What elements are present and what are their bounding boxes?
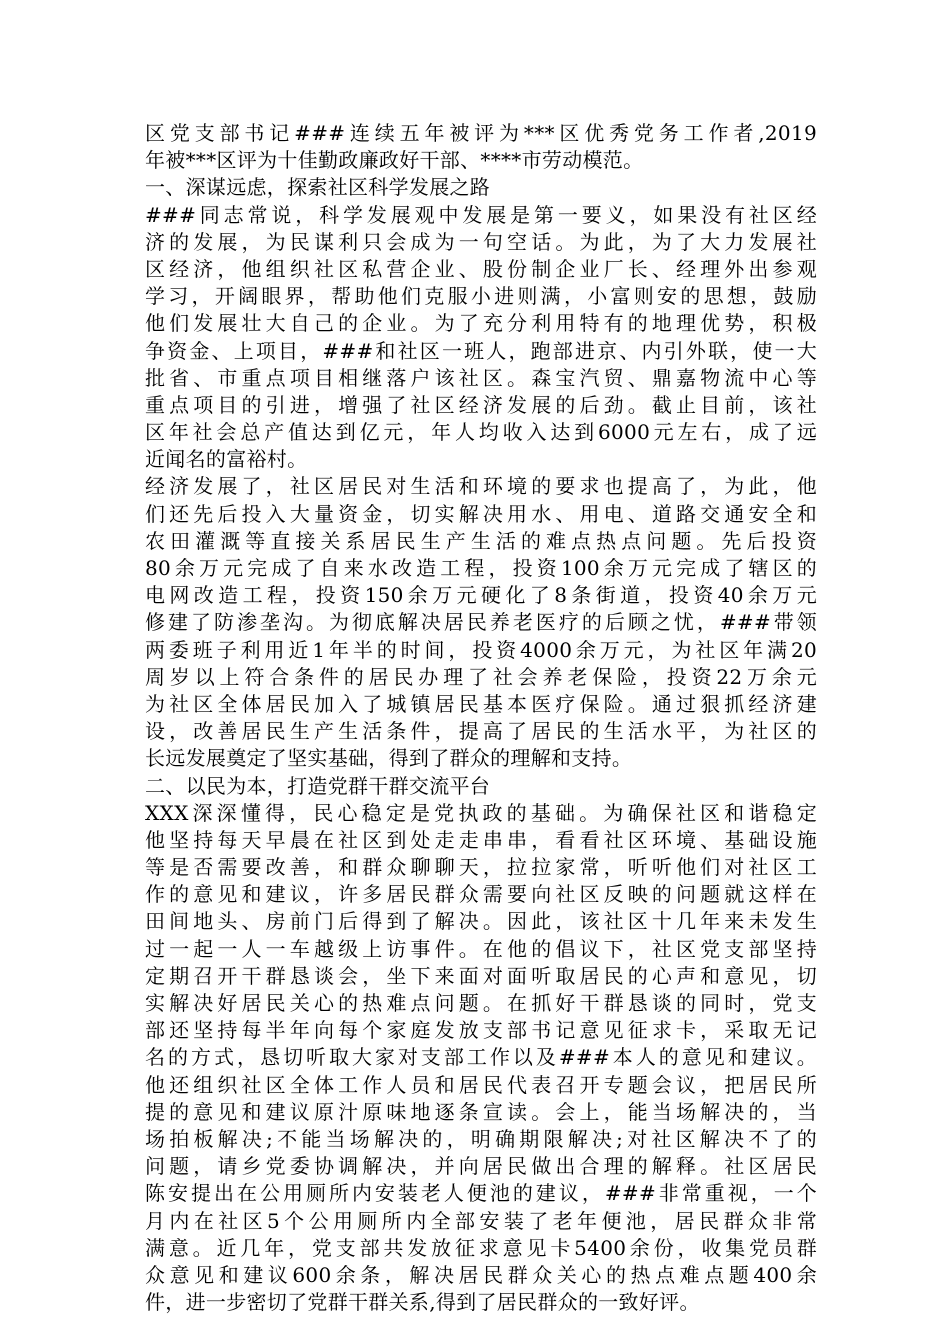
text-line: 月内在社区5个公用厕所内全部安装了老年便池，居民群众非常 (145, 1208, 817, 1233)
text-line: 农田灌溉等直接关系居民生产生活的难点热点问题。先后投资 (145, 528, 817, 553)
text-line: 近闻名的富裕村。 (145, 447, 308, 472)
text-line: 周岁以上符合条件的居民办理了社会养老保险，投资22万余元 (145, 664, 817, 689)
text-line: 他坚持每天早晨在社区到处走走串串，看看社区环境、基础设施 (145, 827, 817, 852)
text-line: 实解决好居民关心的热难点问题。在抓好干群恳谈的同时，党支 (145, 991, 817, 1015)
text-line: 电网改造工程，投资150余万元硬化了8条街道，投资40余万元 (145, 583, 817, 608)
text-line: 定期召开干群恳谈会，坐下来面对面听取居民的心声和意见，切 (145, 963, 817, 988)
text-line: 名的方式，恳切听取大家对支部工作以及###本人的意见和建议。 (145, 1045, 817, 1070)
section-heading-1 (145, 174, 817, 201)
text-line: 区经济，他组织社区私营企业、股份制企业厂长、经理外出参观 (145, 256, 817, 281)
text-line: 80余万元完成了自来水改造工程，投资100余万元完成了辖区的 (145, 556, 817, 580)
text-line: 重点项目的引进，增强了社区经济发展的后劲。截止目前，该社 (145, 392, 817, 417)
text-line: 件，进一步密切了党群干群关系,得到了居民群众的一致好评。 (145, 1290, 700, 1315)
text-line: 提的意见和建议原汁原味地逐条宣读。会上，能当场解决的，当 (145, 1099, 817, 1124)
text-line: 田间地头、房前门后得到了解决。因此，该社区十几年来未发生 (145, 909, 817, 934)
section-heading-2 (145, 773, 817, 800)
text-line: 两委班子利用近1年半的时间，投资4000余万元，为社区年满20 (145, 637, 817, 662)
heading-text: 二、以民为本，打造党群干群交流平台 (145, 773, 491, 798)
text-line: 众意见和建议600余条，解决居民群众关心的热点难点题400余 (145, 1262, 817, 1287)
text-line: 经济发展了，社区居民对生活和环境的要求也提高了，为此，他 (145, 474, 817, 499)
text-line: 设，改善居民生产生活条件，提高了居民的生活水平，为社区的 (145, 719, 817, 744)
paragraph-2 (145, 473, 817, 772)
intro-paragraph (145, 120, 817, 174)
text-line: XXX深深懂得，民心稳定是党执政的基础。为确保社区和谐稳定 (145, 800, 817, 825)
text-line: 修建了防渗垄沟。为彻底解决居民养老医疗的后顾之忧，###带领 (145, 610, 817, 635)
text-line: 长远发展奠定了坚实基础，得到了群众的理解和支持。 (145, 746, 633, 771)
paragraph-1 (145, 202, 817, 474)
text-line: 为社区全体居民加入了城镇居民基本医疗保险。通过狠抓经济建 (145, 691, 817, 716)
text-line: 争资金、上项目，###和社区一班人，跑部进京、内引外联，使一大 (145, 338, 817, 363)
text-line: 他还组织社区全体工作人员和居民代表召开专题会议，把居民所 (145, 1072, 817, 1097)
text-line: 部还坚持每半年向每个家庭发放支部书记意见征求卡，采取无记 (145, 1018, 817, 1043)
text-line: 满意。近几年，党支部共发放征求意见卡5400余份，收集党员群 (145, 1235, 817, 1260)
text-line: 他们发展壮大自己的企业。为了充分利用特有的地理优势，积极 (145, 311, 817, 336)
text-line: 批省、市重点项目相继落户该社区。森宝汽贸、鼎嘉物流中心等 (145, 365, 817, 390)
text-line: 年被***区评为十佳勤政廉政好干部、****市劳动模范。 (145, 148, 644, 173)
text-line: 陈安提出在公用厕所内安装老人便池的建议，###非常重视，一个 (145, 1181, 817, 1206)
text-line: 问题，请乡党委协调解决，并向居民做出合理的解释。社区居民 (145, 1154, 817, 1179)
text-line: 区年社会总产值达到亿元，年人均收入达到6000元左右，成了远 (145, 420, 817, 445)
text-line: 济的发展，为民谋利只会成为一句空话。为此，为了大力发展社 (145, 229, 817, 254)
text-line: 场拍板解决;不能当场解决的，明确期限解决;对社区解决不了的 (145, 1126, 817, 1151)
document-body (145, 120, 817, 1316)
text-line: ###同志常说，科学发展观中发展是第一要义，如果没有社区经 (145, 202, 817, 227)
text-line: 学习，开阔眼界，帮助他们克服小进则满，小富则安的思想，鼓励 (145, 284, 817, 309)
text-line: 作的意见和建议，许多居民群众需要向社区反映的问题就这样在 (145, 882, 817, 907)
text-line: 过一起一人一车越级上访事件。在他的倡议下，社区党支部坚持 (145, 936, 817, 961)
text-line: 等是否需要改善，和群众聊聊天，拉拉家常，听听他们对社区工 (145, 855, 817, 880)
text-line: 区党支部书记###连续五年被评为***区优秀党务工作者,2019 (145, 121, 817, 145)
text-line: 们还先后投入大量资金，切实解决用水、用电、道路交通安全和 (145, 501, 817, 526)
paragraph-3 (145, 800, 817, 1317)
heading-text: 一、深谋远虑，探索社区科学发展之路 (145, 175, 491, 200)
